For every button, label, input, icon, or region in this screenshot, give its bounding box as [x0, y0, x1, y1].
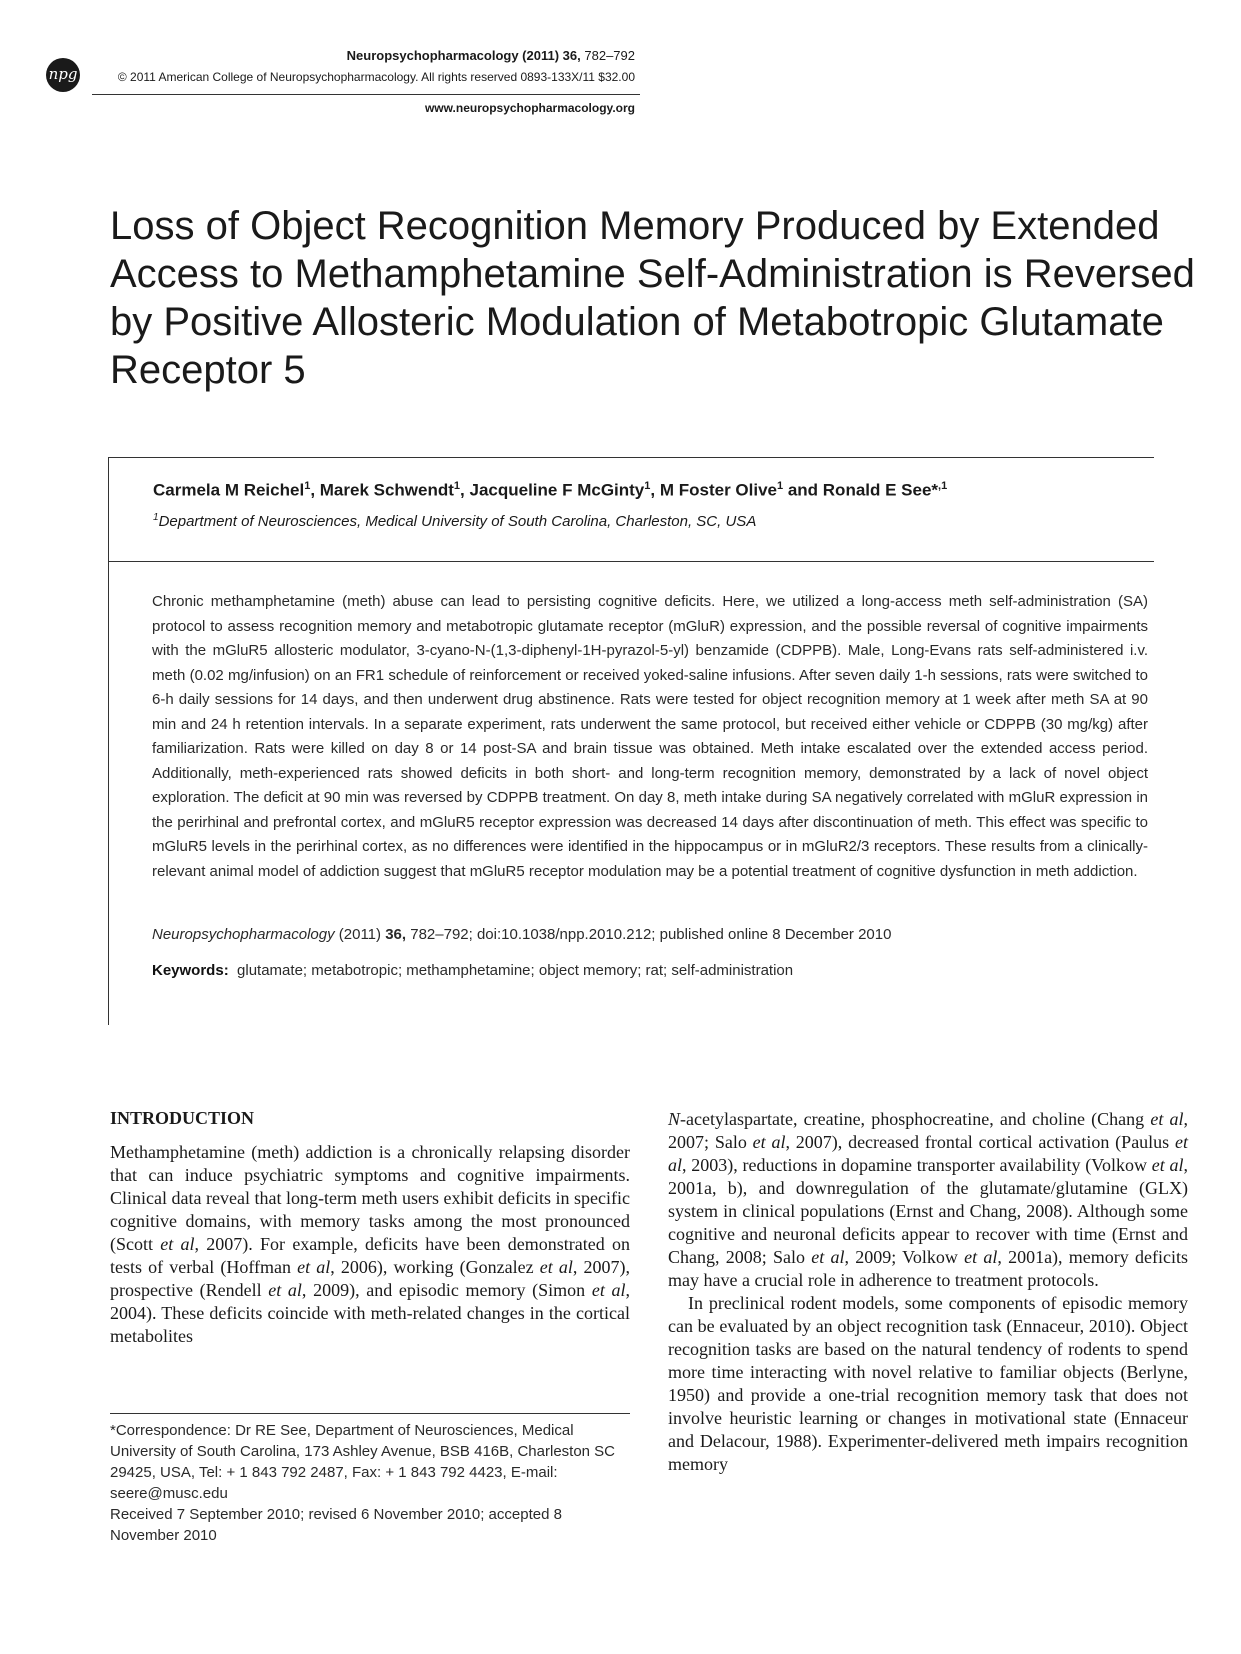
italic-run: et al: [591, 1280, 626, 1300]
authors-box: [108, 457, 1154, 562]
author-name: M Foster Olive: [659, 480, 777, 500]
abstract: Chronic methamphetamine (meth) abuse can lead to persisting cognitive deficits. Here, we utilized a long-access meth self-administration (SA) protocol to assess recognition memory and metabotropic glutamate receptor (mGluR) expression, and the possible reversal of cognitive impairments with the mGluR5 allosteric modulator, 3-cyano-N-(1,3-diphenyl-1H-pyrazol-5-yl) benzamide (CDPPB). Male, Long-Evans rats self-administered i.v. meth (0.02 mg/infusion) on an FR1 schedule of reinforcement or received yoked-saline infusions. After seven daily 1-h sessions, rats were switched to 6-h daily sessions for 14 days, and then underwent drug abstinence. Rats were tested for object recognition memory at 1 week after meth SA at 90 min and 24 h retention intervals. In a separate experiment, rats underwent the same protocol, but received either vehicle or CDPPB (30 mg/kg) after familiarization. Rats were killed on day 8 or 14 post-SA and brain tissue was obtained. Meth intake escalated over the extended access period. Additionally, meth-experienced rats showed deficits in both short- and long-term recognition memory, demonstrated by a lack of novel object exploration. The deficit at 90 min was reversed by CDPPB treatment. On day 8, meth intake during SA negatively correlated with mGluR expression in the perirhinal and prefrontal cortex, and mGluR5 receptor expression was decreased 14 days after discontinuation of meth. This effect was specific to mGluR5 levels in the perirhinal cortex, as no differences were identified in the hippocampus or in mGluR2/3 receptors. These results from a clinically-relevant animal model of addiction suggest that mGluR5 receptor modulation may be a potential treatment of cognitive dysfunction in meth addiction.: [152, 593, 1148, 880]
italic-run: et al: [668, 1132, 1188, 1175]
italic-run: et al: [160, 1234, 195, 1254]
author-separator: and: [783, 480, 823, 500]
intro-paragraph-2: In preclinical rodent models, some components of episodic memory can be evaluated by an object recognition task (Ennaceur, 2010). Object recognition tasks are based on the natural tendency of rodents to spend more time interacting with novel relative to familiar objects (Berlyne, 1950) and provide a one-trial recognition memory task that does not involve heuristic learning or changes in motivational state (Ennaceur and Delacour, 1988). Experimenter-delivered meth impairs recognition memory: [668, 1293, 1188, 1474]
author-name: Ronald E See*: [822, 480, 939, 500]
affiliation-mark: 1: [153, 512, 159, 523]
citation-volume: 36,: [385, 926, 407, 943]
italic-run: et al: [1150, 1109, 1184, 1129]
header-divider: [92, 94, 640, 95]
author-affiliation-mark: 1: [453, 480, 461, 492]
journal-name: Neuropsychopharmacology (2011): [346, 48, 560, 63]
abstract-rule: [108, 560, 109, 1025]
author-list: [153, 480, 947, 501]
italic-run: et al: [811, 1247, 845, 1267]
correspondence-note: *Correspondence: Dr RE See, Department of Neurosciences, Medical University of South Carolina, 173 Ashley Avenue, BSB 416B, Charleston SC 29425, USA, Tel: + 1 843 792 2487, Fax: + 1 843 792 4423, E-mail: seere@musc.edu: [110, 1422, 616, 1502]
journal-volume: 36,: [562, 48, 581, 63]
article-citation: [152, 926, 891, 943]
author-separator: ,: [650, 480, 660, 500]
copyright-line: © 2011 American College of Neuropsychopharmacology. All rights reserved 0893-133X/11 $32.00: [117, 70, 635, 84]
left-column: [110, 1108, 630, 1348]
italic-run: et al: [539, 1257, 573, 1277]
right-column: [668, 1108, 1188, 1476]
italic-run: et al: [297, 1257, 331, 1277]
footnote: [110, 1420, 630, 1546]
citation-journal: Neuropsychopharmacology: [152, 926, 335, 943]
italic-run: et al: [1151, 1155, 1184, 1175]
journal-url: www.neuropsychopharmacology.org: [424, 101, 635, 115]
footnote-divider: [110, 1413, 630, 1414]
italic-run: N: [668, 1109, 681, 1129]
author-name: Marek Schwendt: [319, 480, 454, 500]
citation-details: 782–792; doi:10.1038/npp.2010.212; published online 8 December 2010: [406, 926, 892, 943]
author-affiliation-mark: 1: [776, 480, 784, 492]
author-separator: ,: [460, 480, 470, 500]
italic-run: et al: [964, 1247, 998, 1267]
author-affiliation-mark: 1: [644, 480, 651, 492]
author-name: Carmela M Reichel: [153, 480, 305, 500]
keywords-text: glutamate; metabotropic; methamphetamine; object memory; rat; self-administration: [237, 962, 794, 979]
italic-run: et al: [752, 1132, 786, 1152]
author-affiliation-mark: 1: [304, 480, 311, 492]
author-affiliation-mark: ,1: [938, 480, 948, 492]
intro-paragraph-1-continued: N-acetylaspartate, creatine, phosphocreatine, and choline (Chang et al, 2007; Salo et al, 2007), decreased frontal cortical activation (Paulus et al, 2003), reductions in dopamine transporter availability (Volkow et al, 2001a, b), and downregulation of the glutamate/glutamine (GLX) system in clinical populations (Ernst and Chang, 2008). Although some cognitive and neuronal deficits appear to recover with time (Ernst and Chang, 2008; Salo et al, 2009; Volkow et al, 2001a), memory deficits may have a crucial role in adherence to treatment protocols.: [668, 1109, 1189, 1290]
npg-logo: npg: [46, 58, 80, 92]
keywords: [152, 962, 793, 979]
author-separator: ,: [310, 480, 320, 500]
received-dates: Received 7 September 2010; revised 6 November 2010; accepted 8 November 2010: [110, 1506, 562, 1544]
author-name: Jacqueline F McGinty: [469, 480, 645, 500]
affiliation: [153, 512, 756, 530]
section-heading: INTRODUCTION: [110, 1108, 255, 1128]
journal-pages: 782–792: [584, 48, 635, 63]
italic-run: et al: [268, 1280, 302, 1300]
journal-citation-line: [347, 48, 635, 63]
intro-paragraph-1: Methamphetamine (meth) addiction is a chronically relapsing disorder that can induce psychiatric symptoms and cognitive impairments. Clinical data reveal that long-term meth users exhibit deficits in specific cognitive domains, with memory tasks among the most pronounced (Scott et al, 2007). For example, deficits have been demonstrated on tests of verbal (Hoffman et al, 2006), working (Gonzalez et al, 2007), prospective (Rendell et al, 2009), and episodic memory (Simon et al, 2004). These deficits coincide with meth-related changes in the cortical metabolites: [110, 1142, 630, 1346]
keywords-label: Keywords:: [152, 962, 229, 979]
article-title: Loss of Object Recognition Memory Produced by Extended Access to Methamphetamine Self-Administration is Reversed by Positive Allosteric Modulation of Metabotropic Glutamate Receptor 5: [110, 204, 1195, 392]
affiliation-text: Department of Neurosciences, Medical University of South Carolina, Charleston, SC, USA: [158, 513, 757, 530]
citation-year: (2011): [334, 926, 386, 943]
